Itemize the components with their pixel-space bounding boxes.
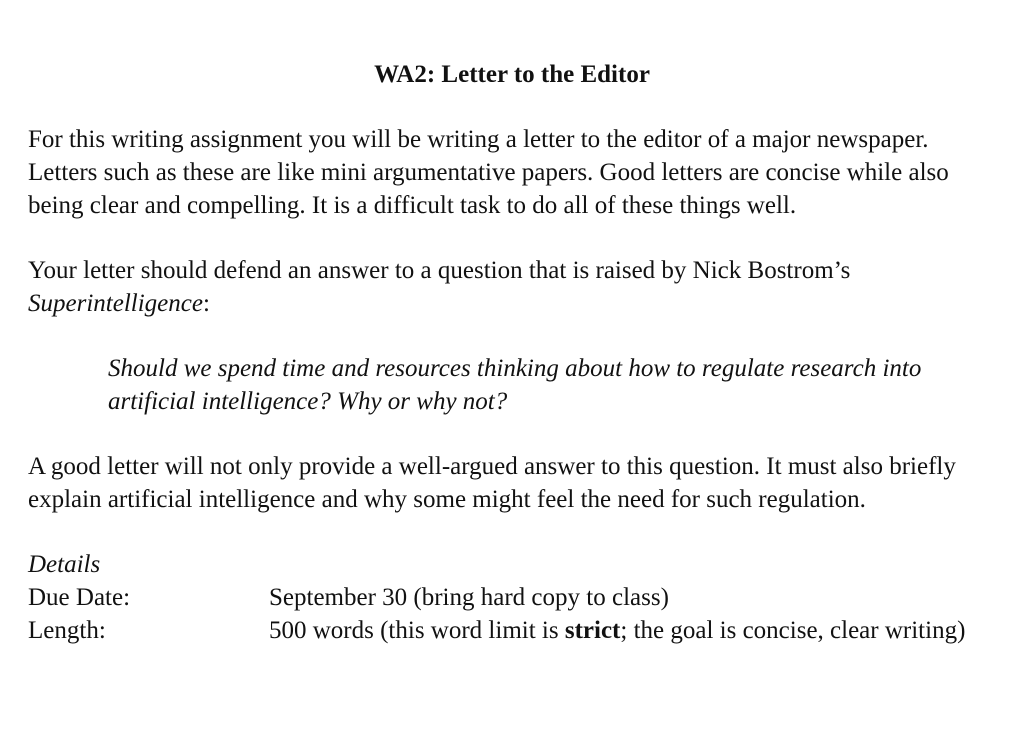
- due-date-row: [28, 581, 996, 614]
- length-value-end: ; the goal is concise, clear writing): [620, 617, 966, 644]
- prompt-text: Your letter should defend an answer to a question that is raised by Nick Bostrom’s: [28, 257, 851, 284]
- length-value-start: 500 words (this word limit is: [269, 617, 565, 644]
- length-value: [269, 614, 996, 647]
- due-date-label: Due Date:: [28, 584, 131, 611]
- intro-paragraph: For this writing assignment you will be writing a letter to the editor of a major newspaper. Letters such as these are like mini argumentative papers. Good letters are concise while also being clear and compelling. It is a difficult task to do all of these things well.: [28, 126, 949, 219]
- strict-emphasis: strict: [564, 617, 621, 644]
- length-row: [28, 614, 996, 647]
- details-heading: Details: [28, 551, 101, 578]
- due-date-value: September 30 (bring hard copy to class): [269, 584, 669, 611]
- prompt-paragraph: [28, 254, 996, 320]
- assignment-document: [28, 58, 996, 647]
- document-title: WA2: Letter to the Editor: [374, 61, 650, 88]
- book-title: Superintelligence: [28, 290, 203, 317]
- assignment-question: Should we spend time and resources thinking about how to regulate research into artificial intelligence? Why or why not?: [108, 355, 922, 415]
- prompt-colon: :: [202, 290, 210, 317]
- length-label: Length:: [28, 617, 106, 644]
- expectations-paragraph: A good letter will not only provide a well-argued answer to this question. It must also briefly explain artificial intelligence and why some might feel the need for such regulation.: [28, 453, 956, 513]
